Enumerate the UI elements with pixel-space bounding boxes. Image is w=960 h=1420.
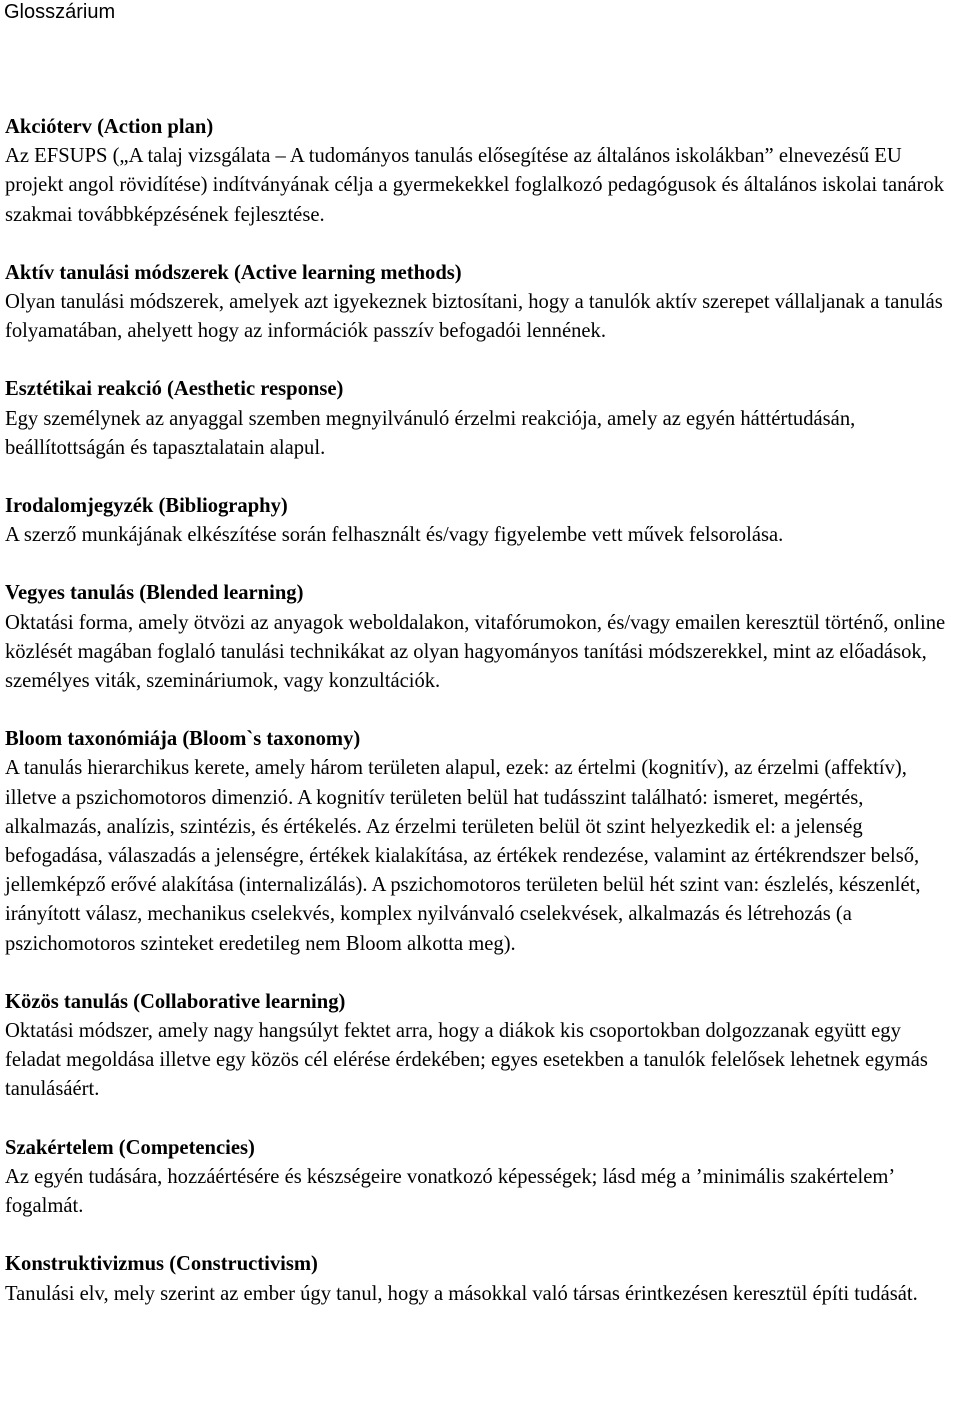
glossary-term: Akcióterv (Action plan)	[5, 116, 214, 138]
glossary-entry-bibliography	[5, 492, 955, 550]
glossary-list	[5, 113, 955, 1309]
glossary-definition: Egy személynek az anyaggal szemben megnyilvánuló érzelmi reakciója, amely az egyén háttértudásán, beállítottságán és tapasztalatain alapul.	[5, 407, 856, 459]
glossary-entry-aesthetic-response	[5, 375, 955, 463]
glossary-entry-blended-learning	[5, 579, 955, 696]
glossary-term: Irodalomjegyzék (Bibliography)	[5, 495, 288, 518]
glossary-definition: Tanulási elv, mely szerint az ember úgy tanul, hogy a másokkal való társas érintkezésen keresztül építi tudását.	[5, 1282, 918, 1305]
glossary-definition: A tanulás hierarchikus kerete, amely három területen alapul, ezek: az értelmi (kognitív), az érzelmi (affektív), illetve a pszichomotoros dimenzió. A kognitív területen belül hat tudásszint található: ismeret, megértés, alkalmazás, analízis, szintézis, és értékelés. Az érzelmi területen belül öt szint helyezkedik el: a jelenség befogadása, válaszadás a jelenségre, értékek kialakítása, az értékek rendezése, valamint az értékrendszer belső, jellemképző erővé alakítása (internalizálás). A pszichomotoros területen belül hét szint van: észlelés, készenlét, irányított válasz, mechanikus cselekvés, komplex nyilvánvaló cselekvések, alkalmazás és létrehozás (a pszichomotoros szinteket eredetileg nem Bloom alkotta meg).	[5, 757, 921, 955]
glossary-entry-active-learning-methods	[5, 259, 955, 347]
glossary-entry-competencies	[5, 1134, 955, 1222]
glossary-term: Szakértelem (Competencies)	[5, 1136, 255, 1159]
glossary-entry-action-plan	[5, 113, 955, 230]
glossary-definition: Oktatási módszer, amely nagy hangsúlyt fektet arra, hogy a diákok kis csoportokban dolgozzanak együtt egy feladat megoldása illetve egy közös cél elérése érdekében; egyes esetekben a tanulók felelősek lehetnek egymás tanulásáért.	[5, 1020, 928, 1101]
glossary-term: Konstruktivizmus (Constructivism)	[5, 1253, 318, 1276]
glossary-definition: Az egyén tudására, hozzáértésére és készségeire vonatkozó képességek; lásd még a ’minimális szakértelem’ fogalmát.	[5, 1165, 894, 1218]
glossary-definition: Olyan tanulási módszerek, amelyek azt igyekeznek biztosítani, hogy a tanulók aktív szerepet vállaljanak a tanulás folyamatában, ahelyett hogy az információk passzív befogadói lennének.	[5, 291, 943, 343]
glossary-entry-blooms-taxonomy	[5, 725, 955, 959]
glossary-definition: Oktatási forma, amely ötvözi az anyagok weboldalakon, vitafórumokon, és/vagy emailen keresztül történő, online közlését magában foglaló tanulási technikákat az olyan hagyományos tanítási módszerekkel, mint az előadások, személyes viták, szemináriumok, vagy konzultációk.	[5, 611, 946, 693]
glossary-term: Aktív tanulási módszerek (Active learning methods)	[5, 261, 462, 284]
glossary-definition: Az EFSUPS („A talaj vizsgálata – A tudományos tanulás elősegítése az általános iskolákban” elnevezésű EU projekt angol rövidítése) indítványának célja a gyermekekkel foglalkozó pedagógusok és általános iskolai tanárok szakmai továbbképzésének fejlesztése.	[5, 145, 944, 226]
glossary-entry-constructivism	[5, 1250, 955, 1308]
glossary-entry-collaborative-learning	[5, 988, 955, 1105]
glossary-definition: A szerző munkájának elkészítése során felhasznált és/vagy figyelembe vett művek felsorolása.	[5, 524, 784, 547]
glossary-term: Vegyes tanulás (Blended learning)	[5, 582, 304, 605]
page-title: Glosszárium	[4, 1, 116, 23]
glossary-term: Esztétikai reakció (Aesthetic response)	[5, 378, 344, 401]
glossary-term: Közös tanulás (Collaborative learning)	[5, 990, 346, 1013]
glossary-term: Bloom taxonómiája (Bloom`s taxonomy)	[5, 728, 361, 751]
